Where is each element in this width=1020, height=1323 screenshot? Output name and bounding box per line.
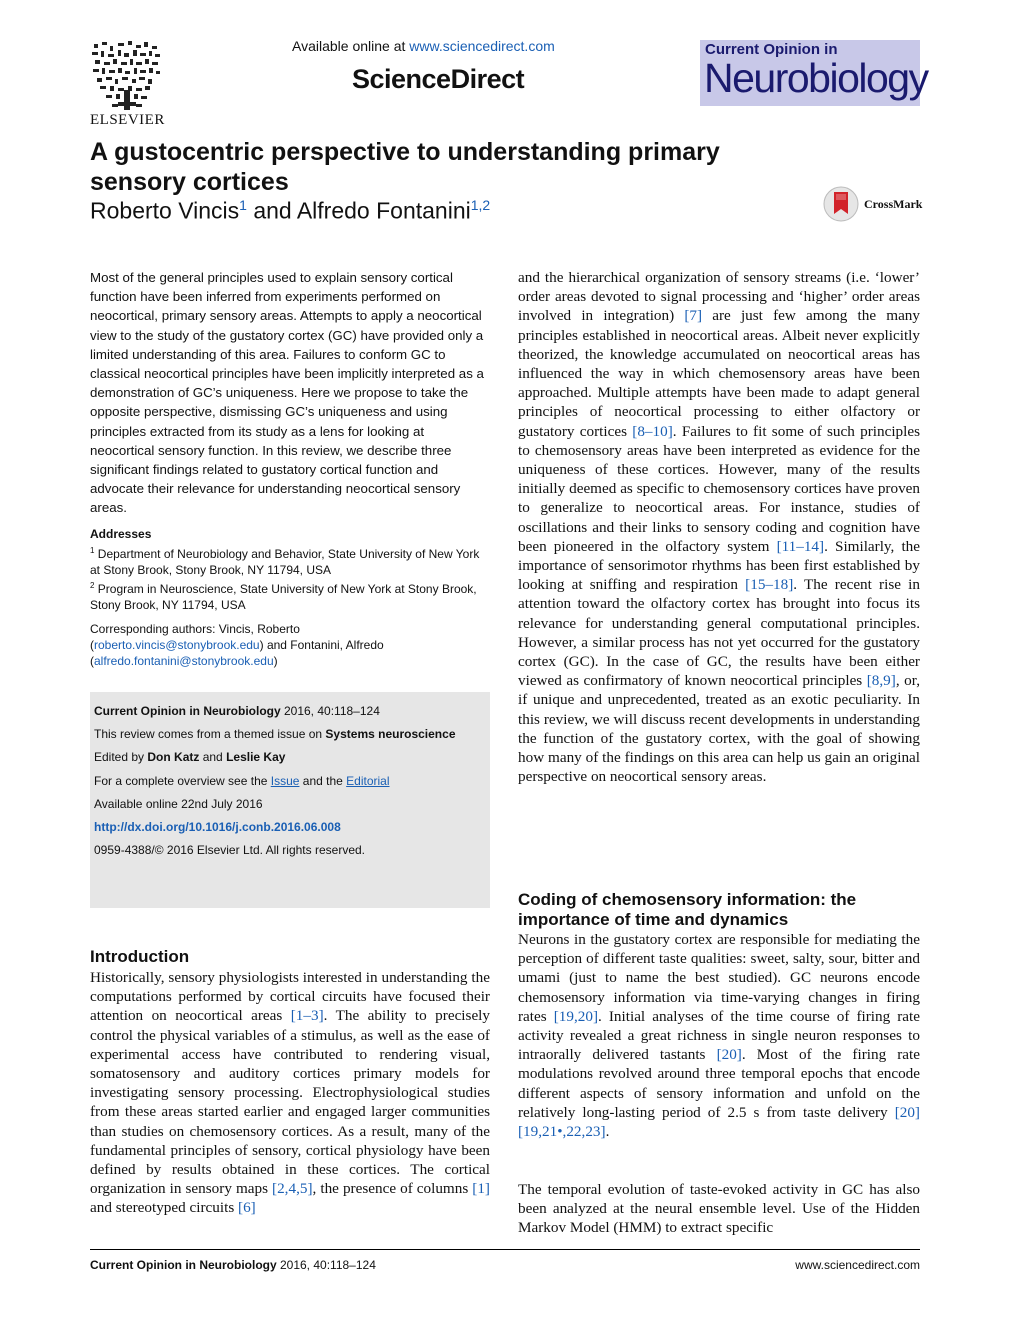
- introduction-heading: Introduction: [90, 947, 190, 966]
- info-volume: 2016, 40:118–124: [280, 704, 380, 718]
- info-theme-prefix: This review comes from a themed issue on: [94, 727, 326, 742]
- email-link[interactable]: alfredo.fontanini@stonybrook.edu: [94, 653, 274, 668]
- address-text: Department of Neurobiology and Behavior, State University of New York at Stony Brook, Stony Brook, NY 11794, USA: [90, 546, 480, 577]
- platform-name: ScienceDirect: [352, 64, 525, 94]
- body-text: and stereotyped circuits: [90, 1199, 239, 1217]
- body-text: .: [605, 1123, 610, 1141]
- citation-link[interactable]: [2,4,5]: [272, 1180, 313, 1198]
- issue-link[interactable]: Issue: [270, 773, 300, 788]
- author-affiliation[interactable]: 1,2: [470, 197, 491, 213]
- coding-paragraph: [518, 930, 920, 1141]
- article-title: A gustocentric perspective to understanding primary sensory cortices: [90, 138, 720, 196]
- abstract: Most of the general principles used to explain sensory cortical function have been inferred from experiments performed on neocortical, primary sensory areas. Attempts to apply a neocortical view to the study of the gustatory cortex (GC) have provided only a limited understanding of this area. Failures to conform GC to classical neocortical principles have been implicitly interpreted as a demonstration of GC’s uniqueness. Here we propose to take the opposite perspective, dismissing GC’s uniqueness and using principles extracted from its study as a lens for looking at neocortical sensory function. In this review, we describe three significant findings related to gustatory cortical function and advocate their relevance for understanding neocortical sensory areas.: [90, 270, 484, 516]
- addresses-heading: Addresses: [90, 527, 152, 541]
- info-overview: [94, 770, 484, 793]
- authors: [90, 197, 490, 225]
- footer-journal: Current Opinion in Neurobiology: [90, 1258, 277, 1272]
- corresponding-line: (alfredo.fontanini@stonybrook.edu): [90, 653, 278, 668]
- publisher-wordmark: ELSEVIER: [90, 112, 165, 128]
- available-online: [292, 38, 555, 54]
- author-separator: and: [246, 197, 297, 224]
- info-editors-and: and: [199, 750, 227, 765]
- body-text: are just few among the many principles established in neocortical areas. Albeit never explicitly theorized, the knowledge accumulated on neocortical areas has influenced the way in which chemosensory areas have been approached. Multiple attempts have been made to adapt general principles of neocortical processing to either olfactory or gustatory cortices: [518, 307, 920, 440]
- citation-link[interactable]: [7]: [684, 307, 703, 325]
- corresponding-authors: [90, 622, 490, 669]
- citation-link[interactable]: [15–18]: [745, 576, 794, 594]
- body-text: , or, if unique and unprecedented, treated as an exotic peculiarity. In this review, we will discuss recent developments in understanding the function of the gustatory cortex, with the goal of showing how many of the findings on this area can help us gain an original perspective on neocortical sensory areas.: [518, 672, 920, 786]
- journal-banner-line1: Current Opinion in: [705, 41, 838, 58]
- info-theme-name: Systems neuroscience: [325, 727, 456, 742]
- journal-banner-line2: Neurobiology: [704, 55, 928, 101]
- address-marker: 2: [90, 581, 95, 591]
- info-citation: [94, 700, 484, 723]
- section-heading-coding: Coding of chemosensory information: the importance of time and dynamics: [518, 890, 857, 929]
- author-name: Roberto Vincis: [90, 197, 240, 224]
- citation-link[interactable]: [19,20]: [553, 1007, 599, 1025]
- info-overview-mid: and the: [299, 773, 347, 788]
- address-1: [90, 543, 490, 579]
- addresses: [90, 527, 490, 614]
- crossmark-label[interactable]: CrossMark: [864, 197, 923, 211]
- body-text: Historically, sensory physiologists interested in understanding the computations performed by cortical circuits have focused their attention on neocortical areas: [90, 969, 490, 1025]
- body-text: and the hierarchical organization of sensory streams (i.e. ‘lower’ order areas devoted to signal processing and ‘higher’ order areas involved in integration): [518, 269, 920, 325]
- info-copyright: 0959-4388/© 2016 Elsevier Ltd. All rights reserved.: [94, 843, 365, 858]
- email-link[interactable]: roberto.vincis@stonybrook.edu: [94, 637, 260, 652]
- corresponding-line: (roberto.vincis@stonybrook.edu) and Fontanini, Alfredo: [90, 637, 384, 652]
- info-journal: Current Opinion in Neurobiology: [94, 704, 281, 718]
- info-editors-prefix: Edited by: [94, 750, 148, 765]
- introduction-continued: [518, 268, 920, 786]
- article-info-box: [90, 692, 490, 908]
- address-marker: 1: [90, 545, 95, 555]
- corresponding-line: Corresponding authors: Vincis, Roberto: [90, 622, 300, 636]
- citation-link[interactable]: [1–3]: [290, 1007, 324, 1025]
- info-overview-prefix: For a complete overview see the: [94, 773, 271, 788]
- body-text: . Initial analyses of the time course of firing rate activity revealed a great richness in single neuron responses to intraorally delivered tastants: [518, 1007, 921, 1064]
- citation-link[interactable]: [8–10]: [632, 422, 673, 440]
- editorial-link[interactable]: Editorial: [346, 773, 390, 788]
- body-text: Neurons in the gustatory cortex are responsible for mediating the perception of different taste qualities: sweet, salty, sour, bitter and umami (just to name the best studied). GC neurons encode chemosensory information via time-varying changes in firing rates: [518, 931, 920, 1025]
- body-text: . The recent rise in attention toward the olfactory cortex has brought into focus its relevance for understanding general computational principles. However, a similar process has not yet occurred for the gustatory cortex (GC). In the case of GC, the results have been either viewed as confirmatory of known neocortical principles: [518, 576, 920, 690]
- introduction-paragraph: [90, 968, 490, 1218]
- corresponding-mid: ) and Fontanini, Alfredo: [259, 637, 384, 652]
- footer-divider: [90, 1249, 920, 1250]
- citation-link[interactable]: [8,9]: [866, 672, 896, 690]
- doi-link[interactable]: http://dx.doi.org/10.1016/j.conb.2016.06.008: [94, 820, 341, 835]
- journal-banner: [700, 40, 928, 106]
- available-online-label: Available online at: [292, 38, 410, 54]
- citation-link[interactable]: [11–14]: [776, 537, 825, 555]
- sciencedirect-link[interactable]: www.sciencedirect.com: [409, 38, 555, 54]
- author-affiliation[interactable]: 1: [239, 197, 247, 213]
- info-available: Available online 22nd July 2016: [94, 796, 263, 811]
- body-text: . Most of the firing rate modulations revolved around three temporal epochs that encode different aspects of sensory information and unfold on the relatively long-lasting period of 2.5 s from taste delivery: [518, 1046, 921, 1121]
- body-text: , the presence of columns: [312, 1180, 473, 1198]
- body-text: . The ability to precisely control the physical variables of a stimulus, as well as the ease of experimental access have contributed to rendering visual, somatosensory and auditory cortices primary models for investigating sensory processing. Electrophysiological studies from these areas started earlier and engaged larger communities than studies on chemosensory cortices. As a result, many of the fundamental principles of sensory, cortical physiology have been defined by results obtained in these cortices. The cortical organization in sensory maps: [90, 1007, 490, 1198]
- citation-link[interactable]: [1]: [472, 1180, 490, 1198]
- author-name: Alfredo Fontanini: [296, 197, 471, 224]
- address-2: [90, 578, 490, 614]
- citation-link[interactable]: [19,21•,22,23]: [518, 1123, 606, 1141]
- citation-link[interactable]: [20]: [716, 1046, 742, 1064]
- info-editors: [94, 746, 484, 769]
- editor-name: Leslie Kay: [226, 750, 286, 765]
- footer-citation: [90, 1258, 376, 1272]
- body-text: . Failures to fit some of such principles to chemosensory areas have been interpreted as evidence for the uniqueness of these cortices. However, many of the results initially deemed as specific to chemosensory cortices have proven to generalize to neocortical areas. For instance, studies of oscillations and their links to sensory coding and cognition have been pioneered in the olfactory system: [518, 422, 921, 555]
- footer-url[interactable]: www.sciencedirect.com: [795, 1258, 920, 1272]
- citation-link[interactable]: [6]: [238, 1199, 256, 1217]
- body-text: . Similarly, the importance of sensorimotor rhythms has been first established by looking at sniffing and respiration: [518, 537, 920, 594]
- temporal-paragraph: The temporal evolution of taste-evoked activity in GC has also been analyzed at the neural ensemble level. Use of the Hidden Markov Model (HMM) to extract specific: [518, 1181, 920, 1237]
- editor-name: Don Katz: [147, 750, 200, 765]
- citation-link[interactable]: [20]: [894, 1103, 920, 1121]
- info-theme: [94, 723, 484, 746]
- footer-volume: 2016, 40:118–124: [276, 1258, 376, 1272]
- address-text: Program in Neuroscience, State University of New York at Stony Brook, Stony Brook, NY 11794, USA: [90, 582, 477, 613]
